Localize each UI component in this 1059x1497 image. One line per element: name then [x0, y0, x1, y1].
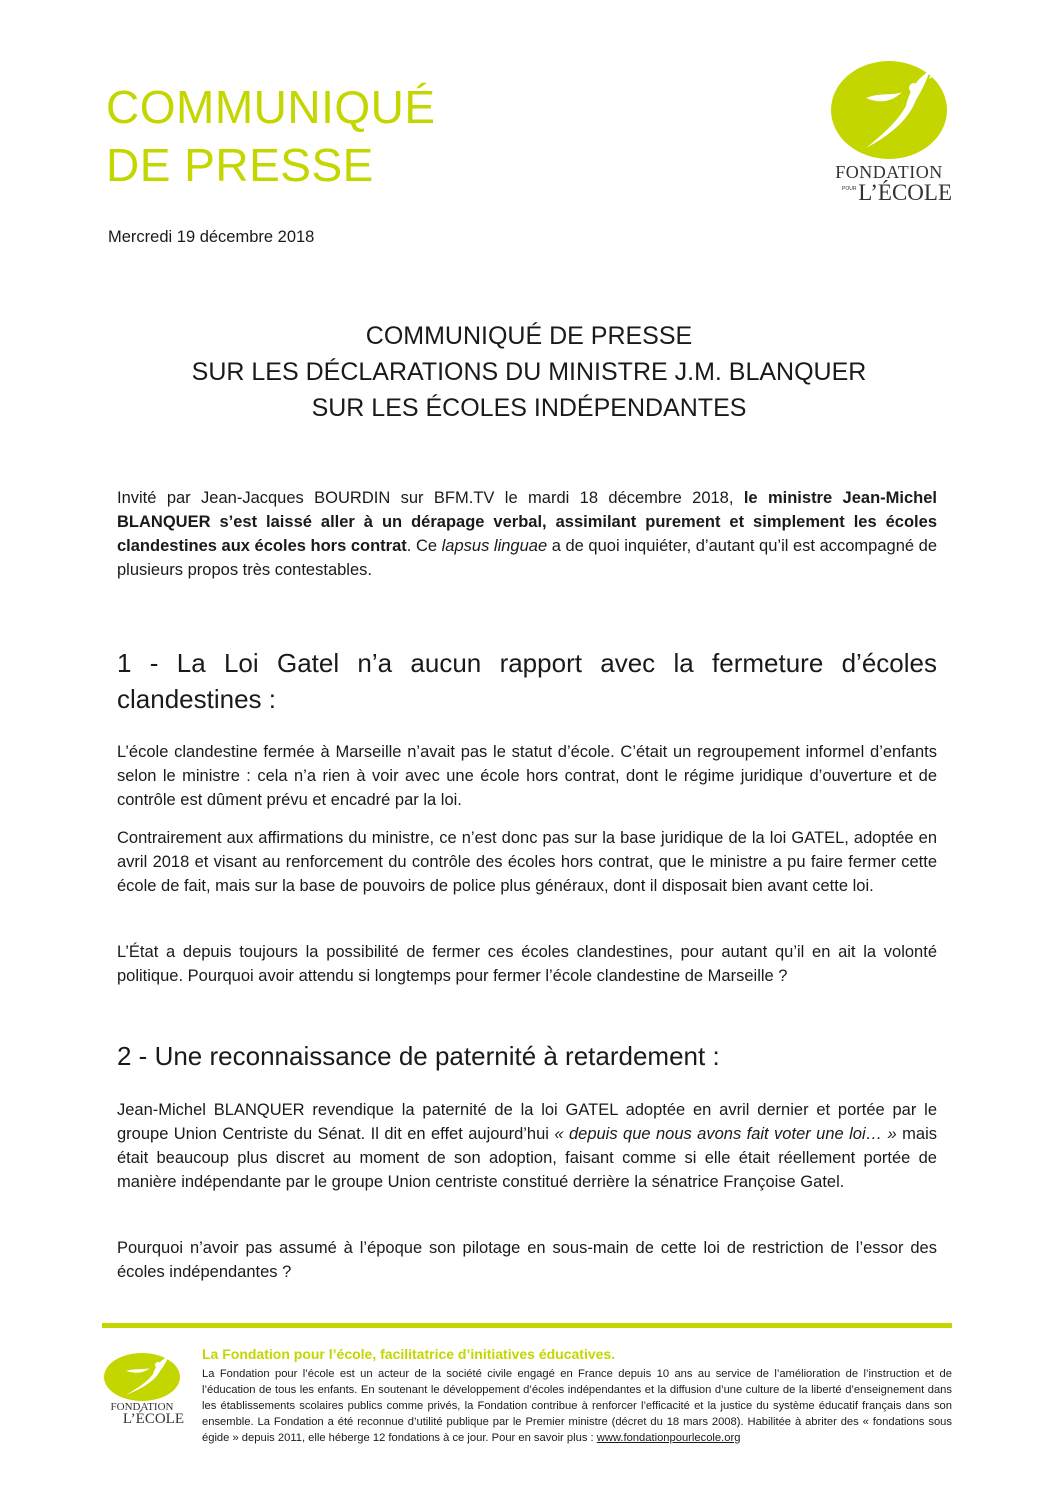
footer-logo-emblem-icon — [100, 1350, 184, 1402]
header-title — [106, 78, 436, 194]
header-title-line1: COMMUNIQUÉ — [106, 81, 436, 133]
footer-description — [202, 1366, 952, 1446]
section1-title: 1 - La Loi Gatel n’a aucun rapport avec la fermeture d’écoles clandestines : — [117, 648, 937, 714]
footer-website-link[interactable]: www.fondationpourlecole.org — [596, 1432, 741, 1444]
footer-description-text: La Fondation pour l’école est un acteur de la société civile engagé en France depuis 10 ans au service de l’amélioration de l’instruction et de l’éducation de tous les enfants. En soutenant le développement d’écoles indépendantes et la diffusion d’une culture de la liberté d’enseignement dans les établissements scolaires publics comme privés, la Fondation contribue à renforcer l’efficacité et la justice du système éducatif français dans son ensemble. La Fondation a été reconnue d’utilité publique par le Premier ministre (décret du 18 mars 2008). Habilitée à abriter des « fondations sous égide » depuis 2011, elle héberge 12 fondations à ce jour. Pour en savoir plus : — [202, 1368, 952, 1444]
section2-title: 2 - Une reconnaissance de paternité à retardement : — [117, 1041, 720, 1071]
section2-paragraph-2: Pourquoi n’avoir pas assumé à l’époque son pilotage en sous-main de cette loi de restriction de l’essor des écoles indépendantes ? — [117, 1239, 937, 1281]
header-title-line2: DE PRESSE — [106, 139, 374, 191]
main-heading-line2: SUR LES DÉCLARATIONS DU MINISTRE J.M. BLANQUER — [191, 358, 867, 386]
logo-text-pour: POUR — [842, 186, 857, 192]
footer-tagline: La Fondation pour l’école, facilitatrice d’initiatives éducatives. — [202, 1346, 616, 1362]
intro-italic-text: lapsus linguae — [441, 537, 548, 555]
logo-text-ecole: L’ÉCOLE — [858, 180, 952, 205]
footer-logo-text-fondation: FONDATION — [110, 1401, 174, 1413]
intro-paragraph — [117, 486, 937, 582]
logo-text-fondation: FONDATION — [835, 162, 943, 182]
fondation-logo — [826, 58, 952, 208]
footer-logo — [100, 1350, 184, 1430]
section2-paragraph-1 — [117, 1098, 937, 1194]
footer-logo-text-ecole: L’ÉCOLE — [122, 1411, 184, 1427]
main-heading-line1: COMMUNIQUÉ DE PRESSE — [365, 322, 693, 350]
section1-paragraph-2: Contrairement aux affirmations du ministre, ce n’est donc pas sur la base juridique de la loi GATEL, adoptée en avril 2018 et visant au renforcement du contrôle des écoles hors contrat, que le ministre a pu faire fermer cette école de fait, mais sur la base de pouvoirs de police plus généraux, dont il disposait bien avant cette loi. — [117, 829, 937, 895]
intro-text-start: Invité par Jean-Jacques BOURDIN sur BFM.TV le mardi 18 décembre 2018, — [117, 489, 744, 507]
section1-paragraph-1: L’école clandestine fermée à Marseille n’avait pas le statut d’école. C’était un regroupement informel d’enfants selon le ministre : cela n’a rien à voir avec une école hors contrat, dont le régime juridique d’ouverture et de contrôle est dûment prévu et encadré par la loi. — [117, 743, 937, 809]
section1-paragraph-3: L’État a depuis toujours la possibilité de fermer ces écoles clandestines, pour autant qu’il en ait la volonté politique. Pourquoi avoir attendu si longtemps pour fermer l’école clandestine de Marseille ? — [117, 943, 937, 985]
intro-bold-text: le ministre Jean-Michel BLANQUER s’est laissé aller à un dérapage verbal, assimilant purement et simplement les écoles clandestines aux écoles hors contrat — [117, 489, 937, 555]
intro-text-end: a de quoi inquiéter, d’autant qu’il est accompagné de plusieurs propos très contestables. — [117, 537, 938, 579]
section2-quote: « depuis que nous avons fait voter une loi… » — [554, 1125, 897, 1143]
intro-text-mid: . Ce — [406, 537, 442, 555]
main-heading — [106, 318, 952, 426]
logo-emblem-icon — [826, 58, 952, 162]
footer-divider — [102, 1323, 952, 1328]
section2-text-end: mais était beaucoup plus discret au moment de son adoption, faisant comme si elle était réellement portée de manière indépendante par le groupe Union centriste constitué derrière la sénatrice Françoise Gatel. — [117, 1125, 937, 1191]
section2-text-start: Jean-Michel BLANQUER revendique la paternité de la loi GATEL adoptée en avril dernier et portée par le groupe Union Centriste du Sénat. Il dit en effet aujourd’hui — [117, 1101, 937, 1143]
main-heading-line3: SUR LES ÉCOLES INDÉPENDANTES — [311, 394, 747, 422]
date: Mercredi 19 décembre 2018 — [108, 228, 315, 246]
